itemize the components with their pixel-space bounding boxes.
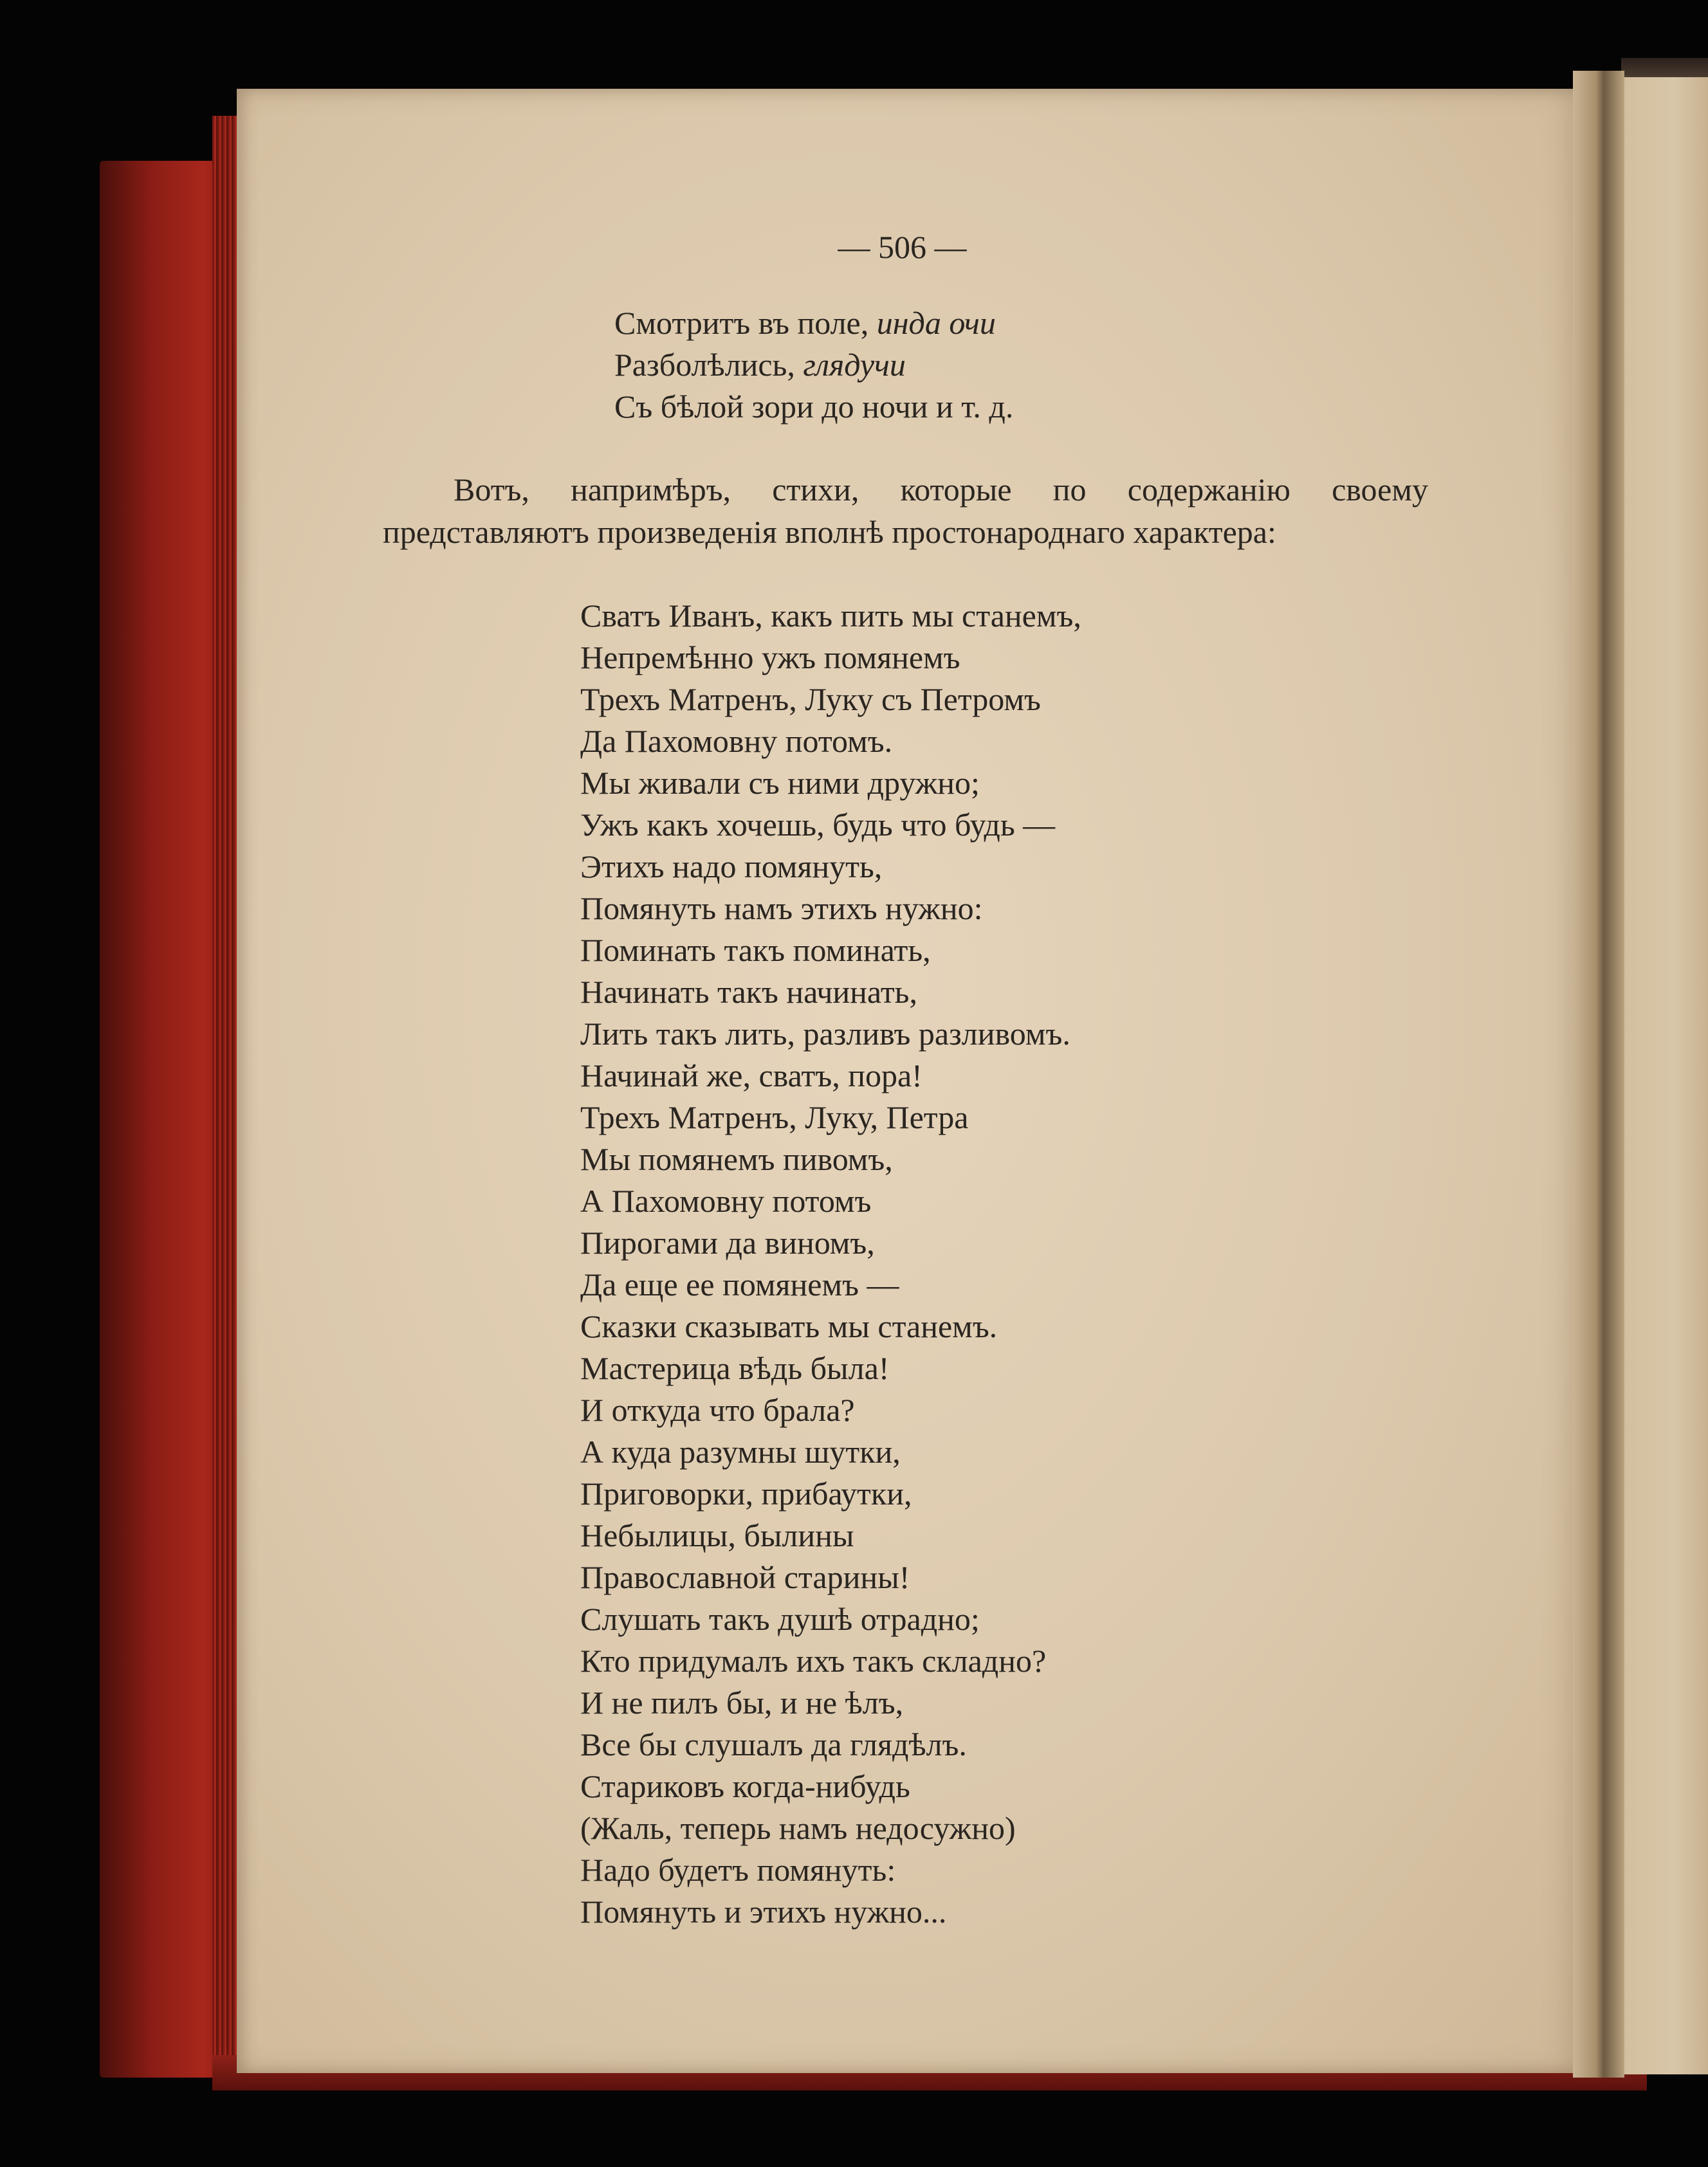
poem-line: Сказки сказывать мы станемъ. bbox=[580, 1308, 998, 1344]
poem-line: Трехъ Матренъ, Луку съ Петромъ bbox=[580, 681, 1041, 717]
poem-line: (Жаль, теперь намъ недосужно) bbox=[580, 1810, 1016, 1846]
poem bbox=[580, 595, 1081, 1933]
poem-line: Стариковъ когда-нибудь bbox=[580, 1768, 910, 1804]
epigraph-line: Съ бѣлой зори до ночи и т. д. bbox=[614, 389, 1014, 425]
poem-line: Ужъ какъ хочешь, будь что будь — bbox=[580, 807, 1056, 843]
poem-line: Православной старины! bbox=[580, 1559, 910, 1595]
facing-page bbox=[1624, 77, 1708, 2074]
book-gutter bbox=[1573, 71, 1624, 2078]
poem-line: Помянуть и этихъ нужно... bbox=[580, 1894, 947, 1930]
poem-line: Помянуть намъ этихъ нужно: bbox=[580, 890, 983, 926]
poem-line: Трехъ Матренъ, Луку, Петра bbox=[580, 1099, 969, 1135]
poem-line: Лить такъ лить, разливъ разливомъ. bbox=[580, 1016, 1070, 1052]
poem-line: Все бы слушалъ да глядѣлъ. bbox=[580, 1726, 967, 1762]
poem-line: Небылицы, былины bbox=[580, 1517, 854, 1553]
poem-line: И не пилъ бы, и не ѣлъ, bbox=[580, 1685, 904, 1721]
poem-line: Поминать такъ поминать, bbox=[580, 932, 931, 968]
poem-line: Приговорки, прибаутки, bbox=[580, 1476, 912, 1512]
poem-line: Начинать такъ начинать, bbox=[580, 974, 917, 1010]
poem-line: Мы помянемъ пивомъ, bbox=[580, 1141, 893, 1177]
poem-line: А куда разумны шутки, bbox=[580, 1434, 901, 1470]
poem-line: Мы живали съ ними дружно; bbox=[580, 765, 980, 801]
poem-line: Слушать такъ душѣ отрадно; bbox=[580, 1601, 980, 1637]
poem-line: Мастерица вѣдь была! bbox=[580, 1350, 890, 1386]
epigraph-line: Смотритъ въ поле, инда очи bbox=[614, 305, 996, 341]
poem-line: Да еще ее помянемъ — bbox=[580, 1266, 899, 1303]
poem-line: Надо будетъ помянуть: bbox=[580, 1852, 896, 1888]
poem-line: Этихъ надо помянуть, bbox=[580, 848, 883, 884]
epigraph bbox=[614, 302, 1013, 428]
poem-line: Пирогами да виномъ, bbox=[580, 1225, 875, 1261]
poem-line: Сватъ Иванъ, какъ пить мы станемъ, bbox=[580, 598, 1081, 634]
poem-line: Непремѣнно ужъ помянемъ bbox=[580, 639, 960, 675]
page-number: — 506 — bbox=[838, 229, 967, 265]
poem-line: Начинай же, сватъ, пора! bbox=[580, 1057, 923, 1093]
poem-line: Кто придумалъ ихъ такъ складно? bbox=[580, 1643, 1047, 1679]
poem-line: И откуда что брала? bbox=[580, 1392, 855, 1428]
epigraph-line: Разболѣлись, глядучи bbox=[614, 347, 906, 383]
poem-line: А Пахомовну потомъ bbox=[580, 1183, 872, 1219]
body-paragraph: Вотъ, напримѣръ, стихи, которые по содержанію своему представляютъ произведенія вполнѣ простонароднаго характера: bbox=[383, 471, 1428, 550]
poem-line: Да Пахомовну потомъ. bbox=[580, 723, 893, 759]
